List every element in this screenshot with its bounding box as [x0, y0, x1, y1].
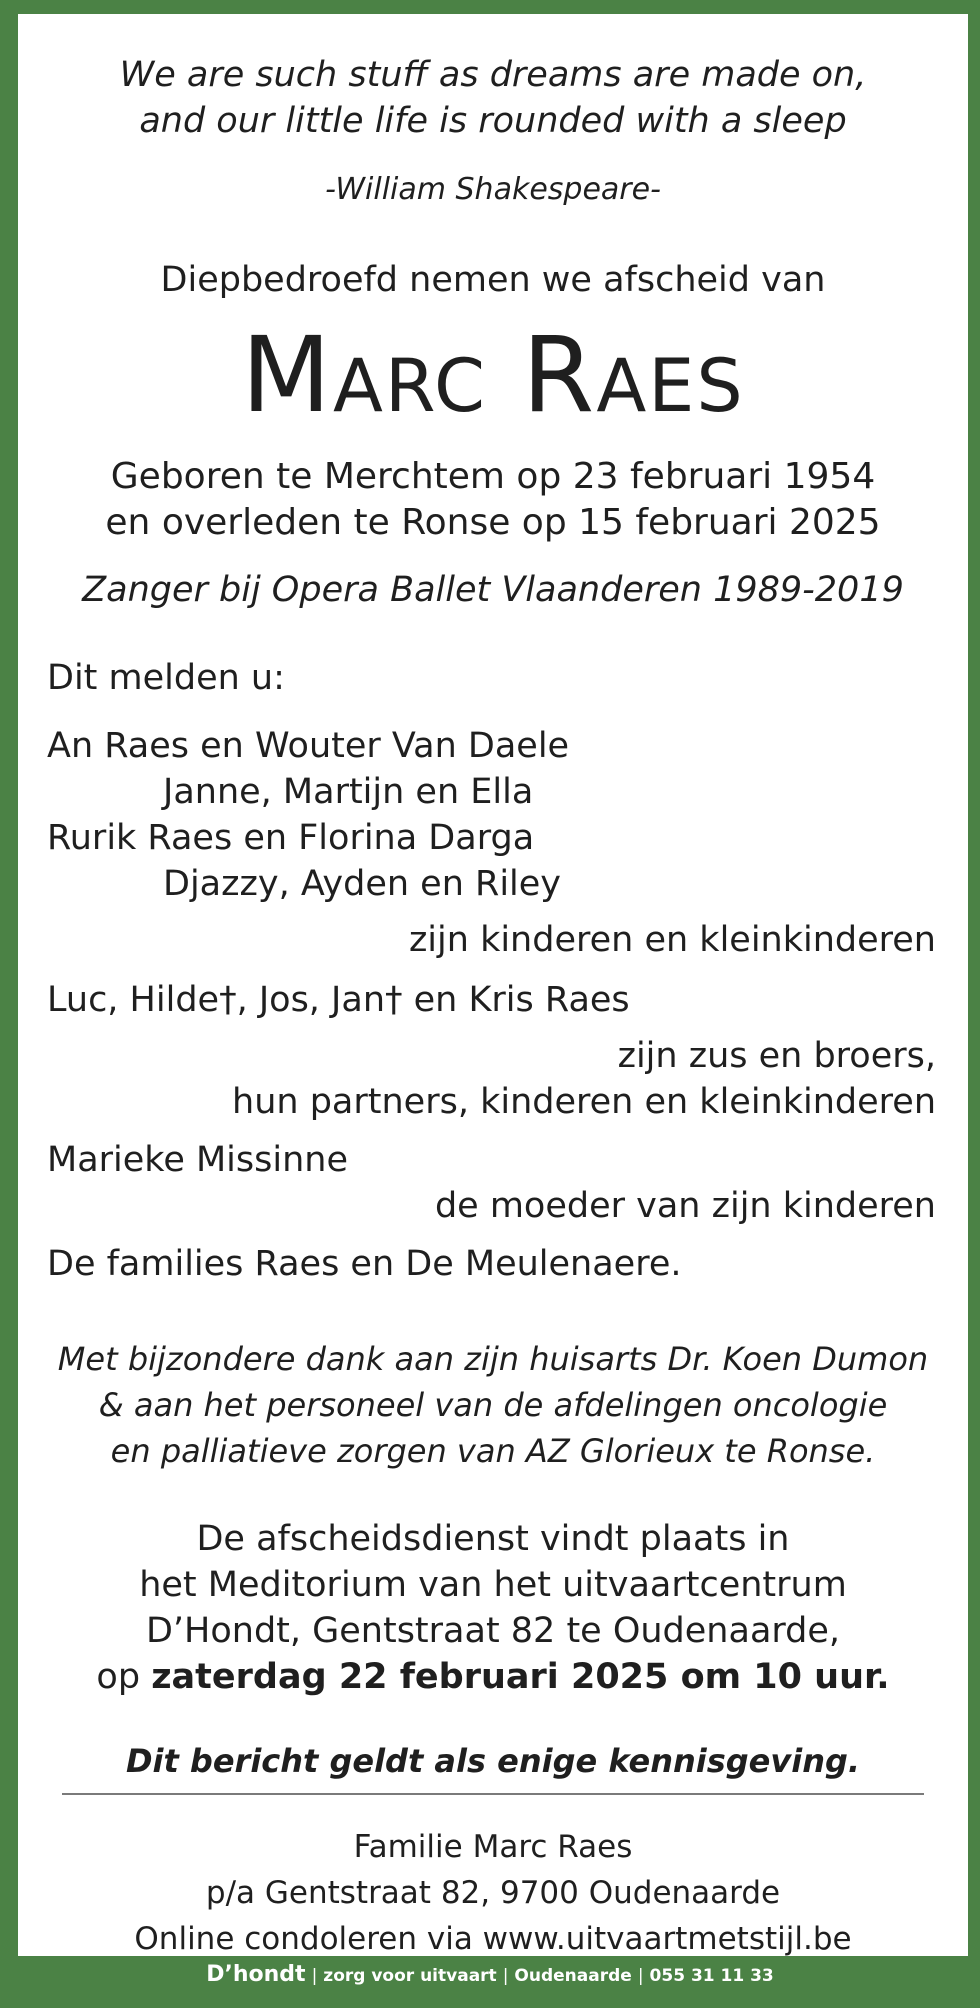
footer-city: Oudenaarde — [514, 1966, 632, 1986]
quote-line-1: We are such stuff as dreams are made on, — [119, 55, 867, 95]
footer-separator: | — [311, 1966, 318, 1986]
footer-separator: | — [502, 1966, 509, 1986]
quote-author: -William Shakespeare- — [325, 172, 661, 207]
career-line: Zanger bij Opera Ballet Vlaanderen 1989-2019 — [82, 570, 904, 610]
thanks-line-3: en palliatieve zorgen van AZ Glorieux te Ronse. — [110, 1432, 876, 1470]
contact-block — [18, 1824, 968, 1962]
grandchildren-2: Djazzy, Ayden en Riley — [163, 864, 562, 904]
footer-brand: D’hondt — [206, 1962, 306, 1987]
service-line-3: D’Hondt, Gentstraat 82 te Oudenaarde, — [145, 1611, 841, 1651]
siblings-role-2: hun partners, kinderen en kleinkinderen — [232, 1082, 936, 1122]
quote — [18, 52, 968, 144]
contact-online: Online condoleren via www.uitvaartmetstijl.be — [134, 1921, 852, 1957]
contact-address: p/a Gentstraat 82, 9700 Oudenaarde — [205, 1875, 781, 1911]
birth-death-info — [18, 454, 968, 546]
child-1: An Raes en Wouter Van Daele — [47, 726, 570, 766]
service-line-2: het Meditorium van het uitvaartcentrum — [139, 1565, 847, 1605]
families: De families Raes en De Meulenaere. — [47, 1244, 682, 1284]
footer-tagline: zorg voor uitvaart — [323, 1966, 497, 1986]
birth-line: Geboren te Merchtem op 23 februari 1954 — [110, 456, 876, 497]
thanks-line-2: & aan het personeel van de afdelingen oncologie — [98, 1386, 888, 1424]
sole-notice: Dit bericht geldt als enige kennisgeving. — [125, 1742, 861, 1780]
intro-text: Diepbedroefd nemen we afscheid van — [160, 260, 826, 300]
death-notice-card — [18, 14, 968, 1956]
service-line-1: De afscheidsdienst vindt plaats in — [196, 1519, 790, 1559]
death-line: en overleden te Ronse op 15 februari 2025 — [105, 502, 881, 543]
service-line-4 — [18, 1654, 968, 1700]
service-info — [18, 1516, 968, 1700]
grandchildren-1: Janne, Martijn en Ella — [163, 772, 534, 812]
siblings: Luc, Hilde†, Jos, Jan† en Kris Raes — [47, 980, 630, 1020]
service-date: zaterdag 22 februari 2025 om 10 uur. — [151, 1657, 890, 1697]
children-role: zijn kinderen en kleinkinderen — [408, 920, 936, 960]
thanks-line-1: Met bijzondere dank aan zijn huisarts Dr. Koen Dumon — [57, 1340, 929, 1378]
divider — [62, 1793, 924, 1795]
quote-line-2: and our little life is rounded with a sleep — [139, 101, 847, 141]
siblings-role-1: zijn zus en broers, — [617, 1036, 936, 1076]
thanks-block — [18, 1336, 968, 1474]
child-2: Rurik Raes en Florina Darga — [47, 818, 535, 858]
footer-separator: | — [637, 1966, 644, 1986]
deceased-name: Marc Raes — [241, 314, 745, 436]
footer-bar — [0, 1962, 980, 1987]
mother-name: Marieke Missinne — [47, 1140, 348, 1180]
service-date-prefix: op — [96, 1657, 152, 1697]
contact-family: Familie Marc Raes — [353, 1829, 633, 1865]
footer-phone: 055 31 11 33 — [649, 1966, 774, 1986]
announcers-heading: Dit melden u: — [47, 658, 285, 698]
mother-role: de moeder van zijn kinderen — [434, 1186, 936, 1226]
